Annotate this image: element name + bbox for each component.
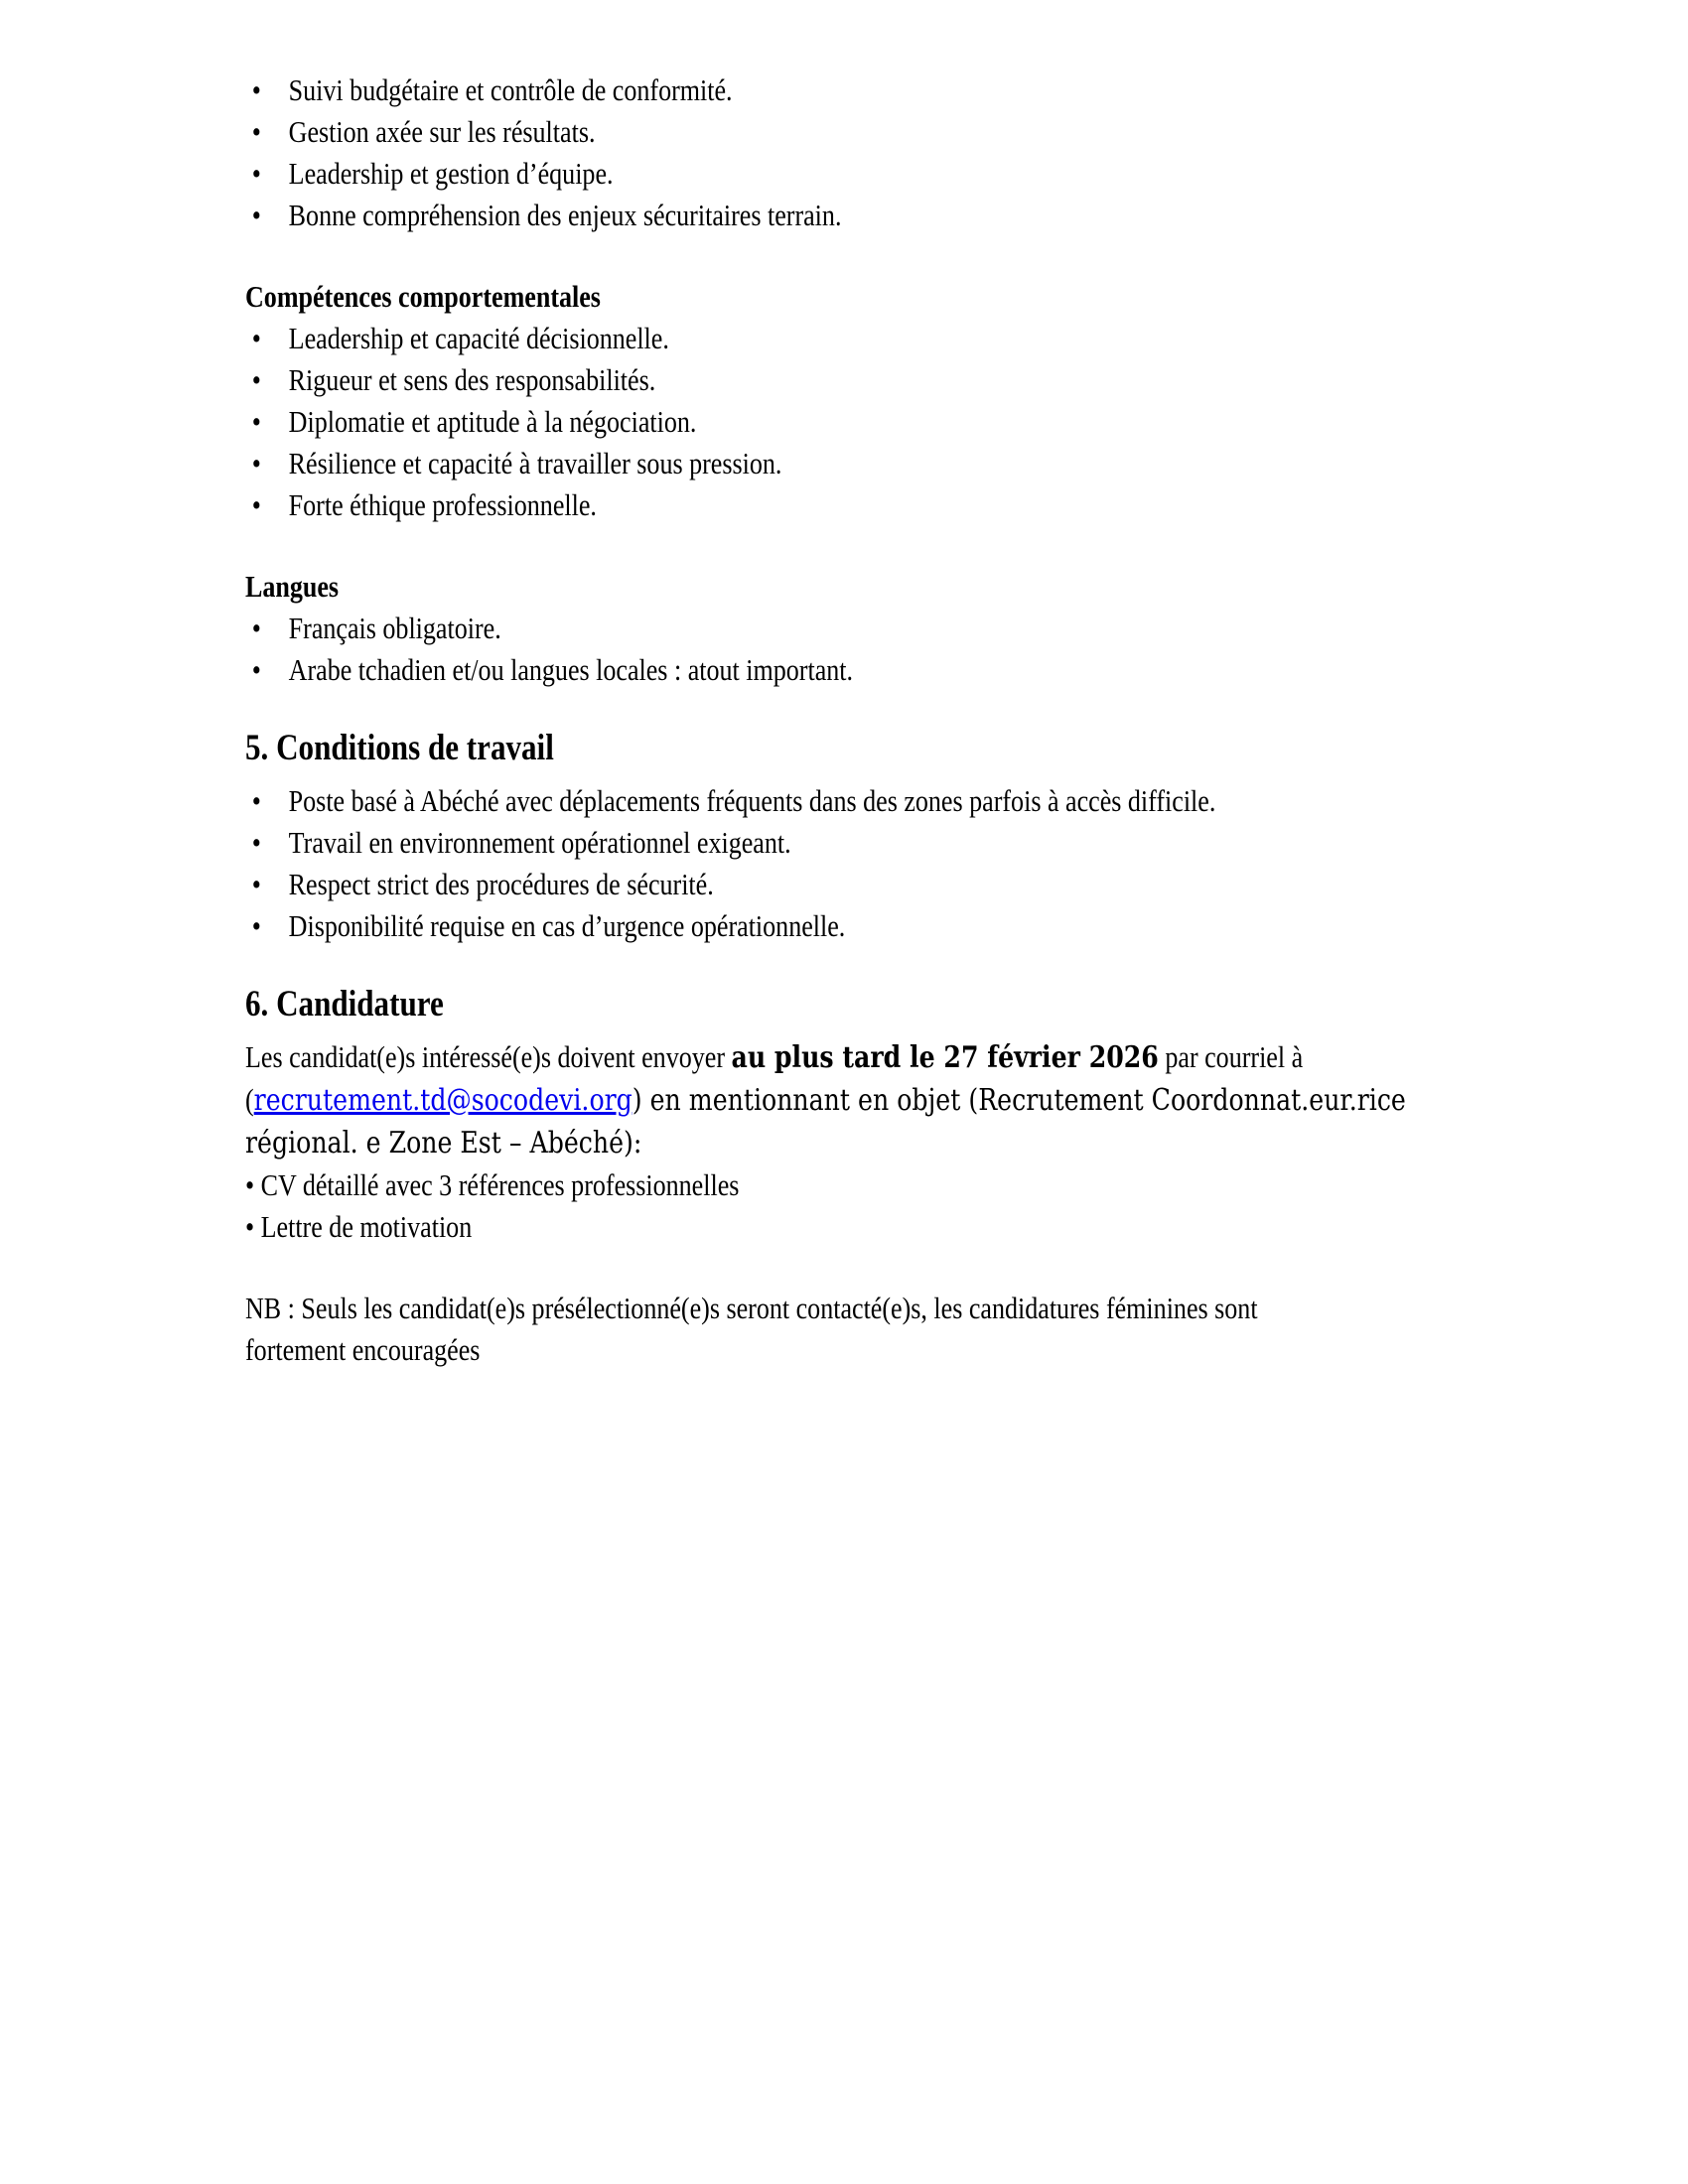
bullet-icon: • <box>251 487 261 522</box>
list-item-text: Poste basé à Abéché avec déplacements fréquents dans des zones parfois à accès difficile. <box>288 783 1216 818</box>
bullet-icon: • <box>251 825 261 860</box>
application-heading: 6. Candidature <box>245 984 444 1024</box>
paren-open: ( <box>245 1082 254 1117</box>
bullet-icon: • <box>251 362 261 397</box>
working-conditions-heading: 5. Conditions de travail <box>245 728 554 768</box>
list-item <box>245 484 1438 526</box>
bullet-icon: • <box>251 611 261 645</box>
behavioral-skills-list <box>245 318 1438 526</box>
bullet-icon: • <box>251 321 261 355</box>
languages-list <box>245 608 1438 691</box>
application-intro-tail: par courriel à <box>1158 1039 1304 1074</box>
list-item <box>245 318 1438 359</box>
list-item <box>245 822 1438 864</box>
bullet-icon: • <box>251 156 261 191</box>
list-item-text: Suivi budgétaire et contrôle de conformité. <box>288 72 733 107</box>
application-subject-continued: régional. e Zone Est – Abéché): <box>245 1126 642 1160</box>
list-item <box>245 401 1438 443</box>
attachment-line-letter: • Lettre de motivation <box>245 1209 473 1244</box>
bullet-icon: • <box>251 652 261 687</box>
bullet-icon: • <box>251 908 261 943</box>
bullet-icon: • <box>251 867 261 901</box>
email-link[interactable]: recrutement.td@socodevi.org <box>253 1083 633 1118</box>
list-item-text: Respect strict des procédures de sécurité. <box>288 867 714 901</box>
list-item-text: Leadership et capacité décisionnelle. <box>288 321 669 355</box>
list-item <box>245 780 1438 822</box>
working-conditions-list <box>245 780 1438 947</box>
bullet-icon: • <box>251 72 261 107</box>
list-item-text: Forte éthique professionnelle. <box>288 487 597 522</box>
nb-line-1: NB : Seuls les candidat(e)s présélectionné(e)s seront contacté(e)s, les candidatures féminines sont <box>245 1291 1258 1325</box>
list-item-text: Français obligatoire. <box>288 611 501 645</box>
languages-heading: Langues <box>245 569 340 604</box>
bullet-icon: • <box>251 198 261 232</box>
document-content <box>245 69 1438 1371</box>
list-item-text: Rigueur et sens des responsabilités. <box>288 362 656 397</box>
bullet-icon: • <box>251 114 261 149</box>
list-item <box>245 608 1438 649</box>
bullet-icon: • <box>251 446 261 480</box>
attachment-line-cv: • CV détaillé avec 3 références professionnelles <box>245 1167 740 1202</box>
list-item-text: Arabe tchadien et/ou langues locales : atout important. <box>288 652 854 687</box>
list-item-text: Travail en environnement opérationnel exigeant. <box>288 825 791 860</box>
list-item-text: Disponibilité requise en cas d’urgence opérationnelle. <box>288 908 846 943</box>
nb-line-2: fortement encouragées <box>245 1332 481 1367</box>
application-intro-paragraph <box>245 1036 1438 1164</box>
list-item <box>245 195 1438 236</box>
list-item <box>245 153 1438 195</box>
behavioral-skills-heading: Compétences comportementales <box>245 279 601 314</box>
application-intro-text: Les candidat(e)s intéressé(e)s doivent envoyer <box>245 1039 732 1074</box>
list-item <box>245 359 1438 401</box>
list-item <box>245 649 1438 691</box>
application-subject-text: ) en mentionnant en objet (Recrutement Coordonnat.eur.rice <box>632 1083 1406 1118</box>
nb-paragraph <box>245 1288 1438 1371</box>
list-item <box>245 443 1438 484</box>
list-item-text: Résilience et capacité à travailler sous pression. <box>288 446 782 480</box>
list-item <box>245 864 1438 905</box>
list-item-text: Gestion axée sur les résultats. <box>288 114 596 149</box>
list-item-text: Diplomatie et aptitude à la négociation. <box>288 404 697 439</box>
management-skills-list <box>245 69 1438 236</box>
bullet-icon: • <box>251 783 261 818</box>
list-item <box>245 111 1438 153</box>
list-item <box>245 69 1438 111</box>
list-item <box>245 905 1438 947</box>
list-item-text: Bonne compréhension des enjeux sécuritaires terrain. <box>288 198 842 232</box>
bullet-icon: • <box>251 404 261 439</box>
list-item-text: Leadership et gestion d’équipe. <box>288 156 614 191</box>
application-deadline: au plus tard le 27 février 2026 <box>731 1040 1159 1075</box>
